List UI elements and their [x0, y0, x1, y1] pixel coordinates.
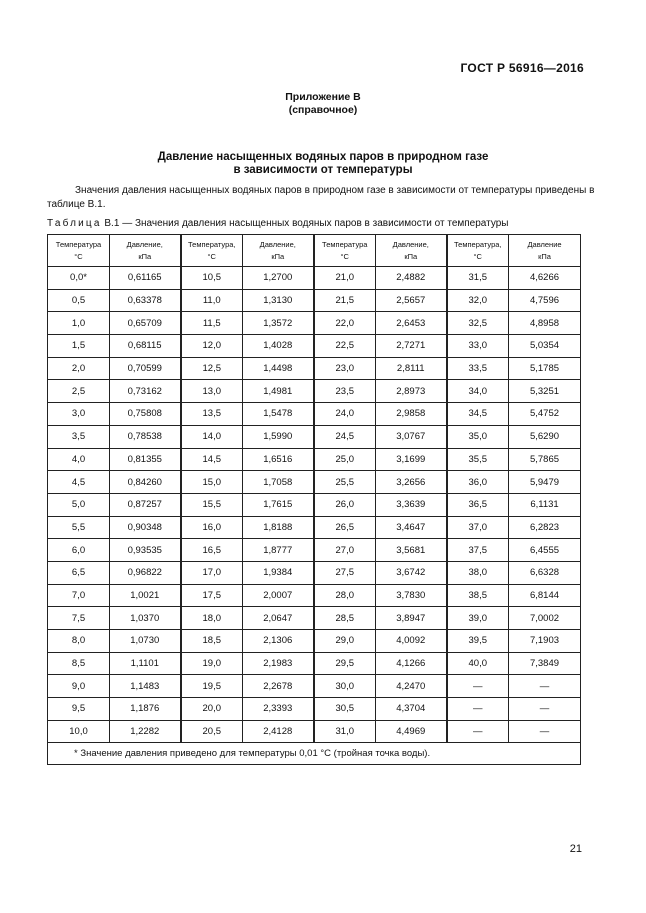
pressure-cell-1: 1,0730 — [110, 630, 181, 653]
pressure-cell-3: 4,2470 — [376, 675, 447, 698]
temperature-cell-2: 17,5 — [181, 584, 243, 607]
pressure-cell-1: 1,0370 — [110, 607, 181, 630]
temperature-cell-4: — — [447, 698, 509, 721]
pressure-cell-2: 1,9384 — [243, 561, 314, 584]
temperature-cell-3: 29,5 — [314, 652, 376, 675]
pressure-cell-4: 5,9479 — [509, 471, 581, 494]
pressure-cell-3: 4,4969 — [376, 720, 447, 743]
temperature-cell-1: 5,5 — [48, 516, 110, 539]
table-footnote: * Значение давления приведено для температуры 0,01 °С (тройная точка воды). — [48, 743, 581, 765]
pressure-cell-3: 3,7830 — [376, 584, 447, 607]
pressure-cell-1: 0,96822 — [110, 561, 181, 584]
pressure-cell-1: 1,1483 — [110, 675, 181, 698]
temperature-cell-3: 27,5 — [314, 561, 376, 584]
temperature-cell-4: 37,0 — [447, 516, 509, 539]
temperature-cell-3: 22,0 — [314, 312, 376, 335]
pressure-cell-4: 6,8144 — [509, 584, 581, 607]
table-row — [48, 471, 581, 494]
table-row — [48, 357, 581, 380]
table-row — [48, 584, 581, 607]
temperature-cell-1: 4,5 — [48, 471, 110, 494]
pressure-cell-4: 5,3251 — [509, 380, 581, 403]
pressure-cell-1: 1,0021 — [110, 584, 181, 607]
header-pressure-1: Давление, кПа — [110, 235, 181, 267]
pressure-cell-1: 1,1876 — [110, 698, 181, 721]
temperature-cell-2: 13,0 — [181, 380, 243, 403]
temperature-cell-3: 27,0 — [314, 539, 376, 562]
pressure-cell-3: 2,5657 — [376, 289, 447, 312]
pressure-cell-3: 3,3639 — [376, 493, 447, 516]
temperature-cell-4: 32,5 — [447, 312, 509, 335]
temperature-cell-4: 33,5 — [447, 357, 509, 380]
table-row — [48, 448, 581, 471]
header-pressure-2: Давление, кПа — [243, 235, 314, 267]
pressure-cell-3: 4,3704 — [376, 698, 447, 721]
temperature-cell-2: 14,0 — [181, 425, 243, 448]
temperature-cell-3: 22,5 — [314, 335, 376, 358]
table-row — [48, 403, 581, 426]
temperature-cell-2: 20,0 — [181, 698, 243, 721]
temperature-cell-3: 29,0 — [314, 630, 376, 653]
pressure-cell-1: 0,93535 — [110, 539, 181, 562]
temperature-cell-4: 33,0 — [447, 335, 509, 358]
annex-subtitle: (справочное) — [288, 104, 358, 116]
temperature-cell-1: 9,0 — [48, 675, 110, 698]
pressure-cell-4: 4,7596 — [509, 289, 581, 312]
pressure-cell-2: 2,3393 — [243, 698, 314, 721]
pressure-cell-2: 1,7615 — [243, 493, 314, 516]
temperature-cell-1: 3,0 — [48, 403, 110, 426]
pressure-cell-4: 7,1903 — [509, 630, 581, 653]
pressure-cell-2: 1,5478 — [243, 403, 314, 426]
table-row — [48, 675, 581, 698]
temperature-cell-1: 2,0 — [48, 357, 110, 380]
table-row — [48, 561, 581, 584]
annex-heading — [0, 91, 646, 117]
table-caption — [47, 218, 508, 229]
temperature-cell-1: 9,5 — [48, 698, 110, 721]
pressure-cell-1: 0,61165 — [110, 267, 181, 290]
pressure-cell-2: 1,2700 — [243, 267, 314, 290]
temperature-cell-1: 3,5 — [48, 425, 110, 448]
table-row — [48, 630, 581, 653]
pressure-cell-2: 1,3130 — [243, 289, 314, 312]
pressure-cell-4: 5,7865 — [509, 448, 581, 471]
pressure-cell-1: 0,73162 — [110, 380, 181, 403]
temperature-cell-4: 34,5 — [447, 403, 509, 426]
header-pressure-3: Давление, кПа — [376, 235, 447, 267]
temperature-cell-2: 13,5 — [181, 403, 243, 426]
table-header-row — [48, 235, 581, 267]
temperature-cell-3: 25,5 — [314, 471, 376, 494]
temperature-cell-3: 28,0 — [314, 584, 376, 607]
header-temperature-4: Температура, °С — [447, 235, 509, 267]
section-title-line1: Давление насыщенных водяных паров в природном газе — [157, 151, 489, 163]
temperature-cell-1: 7,0 — [48, 584, 110, 607]
temperature-cell-4: — — [447, 675, 509, 698]
pressure-cell-2: 1,8188 — [243, 516, 314, 539]
table-row — [48, 607, 581, 630]
table-row — [48, 425, 581, 448]
page-number: 21 — [569, 843, 582, 855]
pressure-cell-2: 1,6516 — [243, 448, 314, 471]
temperature-cell-2: 16,5 — [181, 539, 243, 562]
pressure-cell-4: 5,6290 — [509, 425, 581, 448]
temperature-cell-4: 36,5 — [447, 493, 509, 516]
temperature-cell-1: 6,0 — [48, 539, 110, 562]
pressure-cell-1: 0,78538 — [110, 425, 181, 448]
pressure-cell-3: 3,4647 — [376, 516, 447, 539]
temperature-cell-1: 8,5 — [48, 652, 110, 675]
pressure-cell-4: 5,1785 — [509, 357, 581, 380]
temperature-cell-4: 38,0 — [447, 561, 509, 584]
pressure-cell-1: 0,75808 — [110, 403, 181, 426]
pressure-cell-1: 0,63378 — [110, 289, 181, 312]
pressure-cell-2: 1,8777 — [243, 539, 314, 562]
pressure-cell-2: 2,1983 — [243, 652, 314, 675]
table-row — [48, 312, 581, 335]
temperature-cell-4: 39,5 — [447, 630, 509, 653]
table-row — [48, 335, 581, 358]
temperature-cell-3: 28,5 — [314, 607, 376, 630]
pressure-cell-4: — — [509, 675, 581, 698]
temperature-cell-4: 37,5 — [447, 539, 509, 562]
temperature-cell-2: 11,5 — [181, 312, 243, 335]
pressure-cell-1: 0,68115 — [110, 335, 181, 358]
pressure-cell-2: 1,4028 — [243, 335, 314, 358]
pressure-cell-3: 4,1266 — [376, 652, 447, 675]
temperature-cell-3: 24,5 — [314, 425, 376, 448]
temperature-cell-2: 19,5 — [181, 675, 243, 698]
section-title — [0, 151, 646, 177]
temperature-cell-3: 26,5 — [314, 516, 376, 539]
temperature-cell-1: 8,0 — [48, 630, 110, 653]
header-pressure-4: Давление кПа — [509, 235, 581, 267]
pressure-cell-2: 2,2678 — [243, 675, 314, 698]
pressure-cell-4: 4,8958 — [509, 312, 581, 335]
table-row — [48, 516, 581, 539]
temperature-cell-3: 23,5 — [314, 380, 376, 403]
temperature-cell-4: 35,5 — [447, 448, 509, 471]
table-caption-number: В.1 — [104, 218, 120, 229]
temperature-cell-2: 15,5 — [181, 493, 243, 516]
pressure-cell-3: 3,8947 — [376, 607, 447, 630]
pressure-cell-2: 1,4498 — [243, 357, 314, 380]
pressure-cell-4: 5,4752 — [509, 403, 581, 426]
temperature-cell-1: 5,0 — [48, 493, 110, 516]
pressure-cell-1: 0,84260 — [110, 471, 181, 494]
temperature-cell-3: 24,0 — [314, 403, 376, 426]
temperature-cell-4: 31,5 — [447, 267, 509, 290]
pressure-cell-4: 4,6266 — [509, 267, 581, 290]
temperature-cell-2: 19,0 — [181, 652, 243, 675]
annex-title: Приложение В — [285, 91, 361, 103]
temperature-cell-3: 31,0 — [314, 720, 376, 743]
temperature-cell-1: 1,0 — [48, 312, 110, 335]
footnote-row — [48, 743, 581, 765]
pressure-cell-4: 6,4555 — [509, 539, 581, 562]
temperature-cell-1: 10,0 — [48, 720, 110, 743]
pressure-cell-3: 3,2656 — [376, 471, 447, 494]
temperature-cell-1: 0,5 — [48, 289, 110, 312]
table-row — [48, 289, 581, 312]
temperature-cell-2: 18,0 — [181, 607, 243, 630]
temperature-cell-2: 17,0 — [181, 561, 243, 584]
intro-paragraph: Значения давления насыщенных водяных паров в природном газе в зависимости от температуры приведены в таблице В.1. — [47, 185, 595, 210]
temperature-cell-2: 16,0 — [181, 516, 243, 539]
table-row — [48, 539, 581, 562]
table-row — [48, 380, 581, 403]
temperature-cell-1: 0,0* — [48, 267, 110, 290]
pressure-cell-2: 2,0647 — [243, 607, 314, 630]
temperature-cell-2: 20,5 — [181, 720, 243, 743]
temperature-cell-1: 4,0 — [48, 448, 110, 471]
pressure-cell-1: 1,2282 — [110, 720, 181, 743]
temperature-cell-2: 18,5 — [181, 630, 243, 653]
temperature-cell-4: 35,0 — [447, 425, 509, 448]
temperature-cell-4: 39,0 — [447, 607, 509, 630]
temperature-cell-3: 30,5 — [314, 698, 376, 721]
pressure-cell-4: 7,0002 — [509, 607, 581, 630]
table-caption-label: Таблица — [47, 218, 102, 229]
temperature-cell-3: 21,5 — [314, 289, 376, 312]
pressure-cell-1: 0,90348 — [110, 516, 181, 539]
pressure-cell-2: 2,1306 — [243, 630, 314, 653]
temperature-cell-3: 23,0 — [314, 357, 376, 380]
pressure-cell-2: 1,3572 — [243, 312, 314, 335]
temperature-cell-4: 40,0 — [447, 652, 509, 675]
temperature-cell-2: 15,0 — [181, 471, 243, 494]
pressure-cell-1: 0,70599 — [110, 357, 181, 380]
pressure-cell-3: 3,6742 — [376, 561, 447, 584]
pressure-cell-1: 0,87257 — [110, 493, 181, 516]
pressure-cell-2: 1,7058 — [243, 471, 314, 494]
temperature-cell-2: 11,0 — [181, 289, 243, 312]
pressure-cell-3: 3,0767 — [376, 425, 447, 448]
pressure-cell-1: 1,1101 — [110, 652, 181, 675]
pressure-cell-3: 2,8111 — [376, 357, 447, 380]
temperature-cell-4: 36,0 — [447, 471, 509, 494]
temperature-cell-2: 12,5 — [181, 357, 243, 380]
pressure-cell-4: 7,3849 — [509, 652, 581, 675]
temperature-cell-3: 30,0 — [314, 675, 376, 698]
table-row — [48, 267, 581, 290]
pressure-cell-3: 4,0092 — [376, 630, 447, 653]
temperature-cell-2: 12,0 — [181, 335, 243, 358]
pressure-cell-2: 1,5990 — [243, 425, 314, 448]
pressure-cell-1: 0,65709 — [110, 312, 181, 335]
pressure-cell-2: 2,0007 — [243, 584, 314, 607]
table-row — [48, 652, 581, 675]
pressure-cell-2: 1,4981 — [243, 380, 314, 403]
pressure-cell-3: 2,7271 — [376, 335, 447, 358]
header-temperature-3: Температура °С — [314, 235, 376, 267]
pressure-table — [47, 234, 581, 765]
temperature-cell-1: 1,5 — [48, 335, 110, 358]
temperature-cell-4: 34,0 — [447, 380, 509, 403]
temperature-cell-1: 2,5 — [48, 380, 110, 403]
pressure-cell-1: 0,81355 — [110, 448, 181, 471]
pressure-cell-4: — — [509, 720, 581, 743]
temperature-cell-4: — — [447, 720, 509, 743]
pressure-cell-3: 3,1699 — [376, 448, 447, 471]
table-row — [48, 720, 581, 743]
pressure-cell-3: 3,5681 — [376, 539, 447, 562]
table-body — [48, 267, 581, 743]
table-caption-text: — Значения давления насыщенных водяных паров в зависимости от температуры — [122, 218, 509, 229]
temperature-cell-4: 32,0 — [447, 289, 509, 312]
temperature-cell-2: 10,5 — [181, 267, 243, 290]
temperature-cell-3: 25,0 — [314, 448, 376, 471]
temperature-cell-4: 38,5 — [447, 584, 509, 607]
temperature-cell-1: 6,5 — [48, 561, 110, 584]
table-row — [48, 698, 581, 721]
pressure-cell-3: 2,6453 — [376, 312, 447, 335]
pressure-cell-4: 6,2823 — [509, 516, 581, 539]
pressure-cell-4: — — [509, 698, 581, 721]
standard-header: ГОСТ Р 56916—2016 — [460, 61, 584, 75]
section-title-line2: в зависимости от температуры — [233, 164, 413, 176]
pressure-cell-3: 2,8973 — [376, 380, 447, 403]
temperature-cell-2: 14,5 — [181, 448, 243, 471]
pressure-cell-2: 2,4128 — [243, 720, 314, 743]
table-row — [48, 493, 581, 516]
pressure-cell-3: 2,4882 — [376, 267, 447, 290]
temperature-cell-3: 26,0 — [314, 493, 376, 516]
pressure-cell-4: 6,6328 — [509, 561, 581, 584]
pressure-cell-4: 5,0354 — [509, 335, 581, 358]
temperature-cell-3: 21,0 — [314, 267, 376, 290]
header-temperature-2: Температура, °С — [181, 235, 243, 267]
pressure-cell-3: 2,9858 — [376, 403, 447, 426]
header-temperature-1: Температура °С — [48, 235, 110, 267]
temperature-cell-1: 7,5 — [48, 607, 110, 630]
pressure-cell-4: 6,1131 — [509, 493, 581, 516]
